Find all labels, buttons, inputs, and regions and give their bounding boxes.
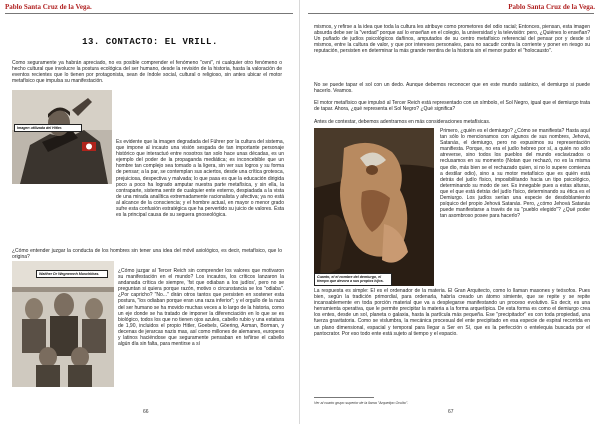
footnote-rule — [314, 397, 374, 398]
paragraph-demiurgo: Primero, ¿quién es el demiurgo? ¿Cómo se manifiesta? Hasta aquí tan sólo lo mencionamos con algunos de sus nombres, Jehová, Satanás, el demiurgo, pero no expusimos su representación manifiesta. Porque, no era el judío hebreo por sí, a quién no sólo atreverse, sino todos los pueblos del mundo esclavizados o reclusamos en su momento (Notan que rechazó, no es la misma que dio, más bien se el rechazado quien, si no lo supere comienza a destilar odio), sino a su motor metafísico que es quién está detrás del judío físico, imposibilitando hacia un tipo psicológico, determinando su modo de ser. Es innegable pues a estas alturas, que el que está detrás del judío físico, determinando su ética es el Demiurgo. Los judíos serían una especie de desdoblamiento psíquico del propio Jehová Satanás. Pero, ¿cómo Jehová Satanás puede manifestarse a través de su "pueblo elegido"? ¿Qué poder tan asombroso posee para hacerlo? — [440, 128, 590, 220]
group-photo — [12, 261, 114, 387]
photo-caption-hitler: Imagen utilizada del Hitler. — [14, 124, 82, 132]
paragraph-tercer-reich: ¿Cómo juzgar al Tercer Reich sin comprender los valores que motivaron su manifestación en el mundo? Los incautos, los críticos lanzaron la andanada crítica de siempre, 'fst que odiaban a los judíos', pero no se preguntan si quiera porque razón, motivo o circunstancia se los "odiaba". ¿Por capricho? "No..." dirán otros tantos que persisten en sostener esta postura, "los odiaban porque eran una raza inferior"; y el orgullo de la raza del ser humano se ha movido muchas veces a lo largo de la historia, como un eje donde se ha tratado de imponer la diferenciación en lo que se es biológico, todos los que no tienen ojos azules, cabello rubio y una estatura de 1,90, incluidos el propio Hitler, Goebels, Göering, Axman, Borman, y decenas de jerarcas nazis mas, así como millones de alemanes, europeos y latinos haciéndose que seguramente pensaban en teñirse el cabello algún día sin falta, para mentirse a sí — [118, 268, 284, 348]
footnote: Ver al cuarto grupo superior de la llama "Arquetipo Oculto". — [314, 401, 409, 405]
painting-caption: Cuanto, el el nombre del demiurgo, el tiempo que devora a sus propios hijos. — [314, 273, 392, 286]
header-rule — [5, 13, 293, 14]
paragraph-question: ¿Cómo entender juzgar la conducta de los hombres sin tener una idea del móvil axiológico, es decir, metafísico, que lo origina? — [12, 248, 282, 261]
paragraph-sol: No se puede tapar el sol con un dedo. Aunque debemos reconocer que en este mundo satánico, el demiurgo si puede hacerlo. Veamos. — [314, 82, 590, 95]
paragraph-respuesta: La respuesta es simple: El es el ordenador de la materia. El Gran Arquitecto, como lo llaman masones y teósofos. Pues bien, según la tradición primordial, para ordenarla, habría creado un átomo simiente, que se repite y se repite incansablemente en toda porción material que va a desplegarse manifestando un proceso evolutivo. Es decir, es una herramienta operativa, que le permite precipitar la materia a la forma arquetípica. De esta forma es como el demiurgo crea los entes, desde un sol, planeta o galaxia, hasta la partícula más pequeña. Ese "precipitador" es con toda propiedad, una fuerza gravitatoria. Como se vislumbra, la mecánica procesual del ente precipitado en esa especie de espiral recorrida en un plano dimensional, espacial y temporal para llegar a Ser en Sí, que es la perfección o entelequia buscada por el pantocrator. Por eso todo ente está sujeto al tiempo y el espacio. — [314, 288, 590, 337]
paragraph-antes: Antes de contestar, debemos adentrarnos en más consideraciones metafísicas. — [314, 119, 491, 125]
page-number: 66 — [143, 409, 149, 415]
paragraph-fuhrer: Es evidente que la imagen degradada del Führer por la cultura del sistema, que impone al incauto una visión sesgada de tan importante personaje histórico que interactuó entre nosotros tan solo hace unas décadas, es un ejemplo del poder de la propaganda mediática; es inconcebible que un hombre tan complejo sea tomado a la ligera, sin ver sus logros y su forma de pensar; a la par, se contemplan sus aciertos, desde una crítica grotesca, prejuiciosa, despectiva y malvada; lo que pasa es que la educación dirigida poco a poco ha logrado amputar nuestra parte metafísica, y sin ella, la contraparte, sistema sentir de cualquier ente externo, despiadada a la vista de una mirada analítica extremadamente racionalista y afectiva; ya no está al alcance de la consciencia; y el hombre actual, en mayor o menor grado sufre esta confusión estratégica que ha pervertido su juicio de valores. Ésta es la principal causa de su seguera gnoseológica. — [116, 139, 284, 219]
header-rule — [308, 13, 594, 14]
paragraph-intro: Como seguramente ya habrán apreciado, no es posible comprender el fenómeno "ovni", ni cualquier otro fenómeno o hecho cultural que involucre la postura ecológica del ser humano, desde la revisión de la historia, hasta la valoración de eventos recientes que lo tienen por protagonista, sean de índole social, cultural o religioso, sin antes ubicar el motor metafísico que impulsa su manifestación. — [12, 60, 282, 85]
right-page — [300, 0, 600, 424]
saturn-painting — [314, 128, 434, 286]
running-header: Pablo Santa Cruz de la Vega. — [508, 3, 595, 11]
paragraph-continuation: mismos, y refirse a la idea que toda la cultura les atribuye como prometores del odio racial; Entonces, piensan, esta imagen absurda debe ser la "verdad" porque así lo enseñan en el colegio, la universidad y la televisión: pero, ¿Quiénes lo enseñan? Un puñado de judíos psicológicos dañinos, amputados de su centro metafísico referencial del pensar por y desde sí mismos, entre la cultura de valor, y que por intereses personales, para no sacudir contra la corriente y poner en riesgo su reputación, persisten en determinar la más grande mentira de la historia sin el menor pudor el "holocausto". — [314, 24, 590, 55]
running-header: Pablo Santa Cruz de la Vega. — [5, 3, 92, 11]
paragraph-motor: El motor metafísico que impulsó al Tercer Reich está representado con un símbolo, el Sol Negro, igual que el demiurgo trata de tapar. Ahora, ¿qué representa el Sol Negro? ¿Qué significa? — [314, 100, 590, 113]
hitler-photo — [12, 90, 112, 184]
page-number: 67 — [448, 409, 454, 415]
chapter-title: 13. CONTACTO: EL VRILL. — [82, 37, 218, 47]
photo-caption-group: Walther Dr Wegnernnh Muschkhas. — [36, 270, 108, 278]
